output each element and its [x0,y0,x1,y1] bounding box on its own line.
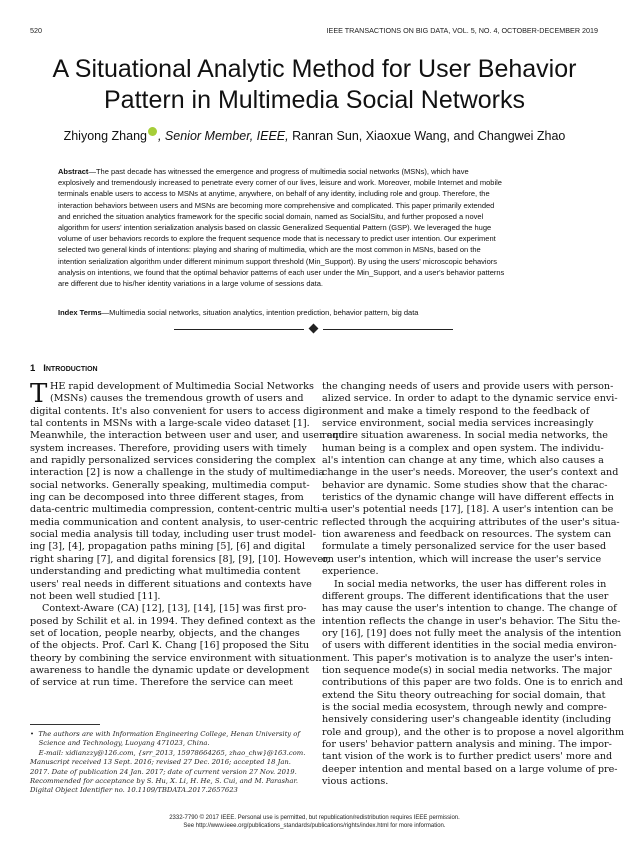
footnote-rule [30,724,100,725]
text-line: digital contents. It's also convenient for users to access digi- [30,405,325,417]
title-line-2: Pattern in Multimedia Social Networks [104,86,525,114]
text-line: In social media networks, the user has different roles in [334,578,607,590]
text-line: right sharing [7], and digital forensics [8], [9], [10]. However, [30,553,330,565]
text-line: change in the user's needs. Moreover, the user's context and [322,467,619,479]
text-line: extend the Situ theory outreaching for social domain, that [322,689,606,701]
author-list [20,127,609,143]
text-line: is the social media ecosystem, through newly and compre- [322,701,607,713]
drop-cap: T [30,379,48,409]
text-line: of users with different identities in the social media environ- [322,640,617,652]
abstract [58,166,578,289]
text-line: ing [3], [4], propagation paths mining [5], [6] and digital [30,541,306,553]
left-column [30,381,345,690]
text-line: behavior are dynamic. Some studies show that the charac- [322,479,608,491]
footnote-line: Recommended for acceptance by S. Hu, X. Li, H. He, S. Cui, and M. Parashar. [30,777,299,786]
text-line: set of location, people nearby, objects, and the changes [30,627,300,639]
text-line: of service at run time. Therefore the service can meet [30,677,293,689]
abstract-label: Abstract [58,167,89,176]
copyright-line-2: See http://www.ieee.org/publications_standards/publications/rights/index.html for more information. [183,822,446,829]
orcid-icon[interactable] [148,127,157,136]
author-1: Zhiyong Zhang [63,129,147,143]
journal-header: IEEE TRANSACTIONS ON BIG DATA, VOL. 5, NO. 4, OCTOBER-DECEMBER 2019 [326,26,598,35]
text-line: tant vision of the work is to further predict users' more and [322,751,613,763]
index-terms [58,307,578,318]
text-line: contributions of this paper are two folds. One is to enrich and [322,677,623,689]
text-line: social media analysis till today, including user trust model- [30,529,316,541]
text-line: and rapidly personalized services considering the complex [30,455,316,467]
footnote-line: Science and Technology, Luoyang 471023, China. [30,739,210,748]
abstract-line: —The past decade has witnessed the emergence and progress of multimedia social networks (MSNs), which have [88,167,469,176]
text-line: hensively considering user's changeable identity (including [322,714,612,726]
text-line: different groups. The different identifications that the user [322,590,609,602]
footnote-line: Digital Object Identifier no. 10.1109/TBDATA.2017.2657623 [30,786,238,795]
text-line: media communication and content analysis, to user-centric [30,516,319,528]
footnote-line: 2017. Date of publication 24 Jan. 2017; date of current version 27 Nov. 2019. [30,767,297,776]
text-line: alized service. In order to adapt to the dynamic service envi- [322,393,618,405]
text-line: ment. This paper's motivation is to analyze the user's inten- [322,652,613,664]
abstract-line: interaction behaviors between users and MSNs are becoming more comprehensive and complicated. This paper primarily extended [58,200,495,210]
abstract-line: analysis on intentions, we found that the optimal behavior patterns of each user under the Min_Support, and a user's behavior patterns [58,267,505,277]
text-line: role and group), and the other is to propose a novel algorithm [322,726,625,738]
text-line: deeper intention and mental based on a large volume of pre- [322,763,618,775]
index-terms-label: Index Terms [58,308,102,317]
copyright-notice [20,815,609,830]
section-number: 1 [30,363,36,374]
paper-title [20,54,609,116]
abstract-line: terminals enable users to access to MSNs at anytime, anywhere, on behalf of any identity, including role and group. Therefore, the [58,189,490,199]
text-line: has may cause the user's intention to change. The change of [322,603,617,615]
page-number: 520 [30,26,42,35]
text-line: experience. [322,566,379,578]
section-heading [30,363,98,374]
text-line: posed by Schilit et al. in 1994. They defined context as the [30,615,316,627]
text-line: human being is a complex and open system. The individu- [322,442,604,454]
text-line: the changing needs of users and provide users with person- [322,381,614,392]
other-authors: Ranran Sun, Xiaoxue Wang, and Changwei Zhao [288,129,566,143]
text-line: users' real needs in different situations and contexts have [30,578,312,590]
text-line: system increases. Therefore, providing users with timely [30,442,307,454]
text-line: vious actions. [322,776,389,787]
text-line: intention reflects the change in user's behavior. The Situ the- [322,615,621,627]
index-terms-text: —Multimedia social networks, situation analytics, intention prediction, behavior pattern, big data [101,308,419,317]
text-line: of the objects. Prof. Carl K. Chang [16] proposed the Situ [30,640,310,652]
copyright-line-1: 2332-7790 © 2017 IEEE. Personal use is permitted, but republication/redistribution requires IEEE permission. [169,815,460,821]
text-line: understanding and predicting what multimedia content [30,566,301,578]
abstract-line: volume of user behaviors records to explore the frequent sequence mode that is necessary to predict user intention. Our experiment [58,234,496,244]
text-line: interaction [2] is now a challenge in the study of multimedia [30,467,325,479]
separator-right [323,329,453,330]
text-line: require situation awareness. In social media networks, the [322,430,608,442]
section-title: Introduction [43,363,98,374]
footnote-line: E-mail: xidianzzy@126.com, {srr_2013, 15978664265, zhao_chw}@163.com. [30,748,306,757]
diamond-ornament-icon [309,324,319,334]
abstract-line: algorithm for users' intention serialization analysis based on classic Generalized Sequential Pattern (GSP). We leveraged the huge [58,223,492,233]
text-line: tal contents in MSNs with a large-scale video dataset [1]. [30,418,310,430]
abstract-line: selected two general kinds of intentions: playing and sharing of multimedia, which are the most common in MSNs, based on the [58,245,481,255]
text-line: Meanwhile, the interaction between user and user, and user and [30,430,345,442]
text-line: reflected through the acquiring attributes of the user's situa- [322,516,620,528]
footnote [30,730,315,796]
title-line-1: A Situational Analytic Method for User Behavior [52,55,577,83]
text-line: formulate a timely personalized service for the user based [322,541,607,553]
text-line: awareness to handle the dynamic update or development [30,664,310,676]
text-line: ory [16], [19] does not fully meet the analysis of the intention [322,627,622,639]
text-line: tion awareness and feedback on resources. The system can [322,529,612,541]
abstract-line: and enriched the situation analytics framework for the specific social domain, named as SocialSitu, and further proposed a novel [58,211,484,221]
text-line: not been well studied [11]. [30,590,161,602]
abstract-line: intention serialization algorithm under different minimum support threshold (Min_Support). By using the users' microscopic behaviors [58,256,498,266]
text-line: data-centric multimedia compression, content-centric multi- [30,504,324,516]
text-line: al's intention can change at any time, which also causes a [322,455,604,467]
text-line: social networks. Generally speaking, multimedia comput- [30,479,310,491]
author-1-role: , Senior Member, IEEE, [157,129,289,143]
text-line: tion sequence mode(s) in social media networks. The major [322,664,612,676]
abstract-line: are different due to his/her identity variations in a large volume of sessions data. [58,279,324,289]
text-line: on user's intention, which will increase the user's service [322,553,602,565]
text-line: Context-Aware (CA) [12], [13], [14], [15] was first pro- [42,603,307,615]
separator-left [174,329,304,330]
text-line: (MSNs) causes the tremendous growth of users and [50,393,304,405]
text-line: for users' behavior pattern analysis and mining. The impor- [322,738,612,750]
text-line: ing can be decomposed into three different stages, from [30,492,304,504]
text-line: HE rapid development of Multimedia Social Networks [50,381,314,392]
text-line: teristics of the dynamic change will have different effects in [322,492,615,504]
abstract-line: explosively and tremendously increased to penetrate every corner of our lives, leisure and work. Moreover, mobile Internet and mobile [58,178,502,188]
footnote-line: Manuscript received 13 Sept. 2016; revised 27 Dec. 2016; accepted 18 Jan. [30,758,291,767]
footnote-line: • The authors are with Information Engineering College, Henan University of [30,730,300,738]
text-line: theory by combining the service environment with situation [30,652,322,664]
text-line: service environment, social media services increasingly [322,418,594,430]
text-line: a user's potential needs [17], [18]. A user's intention can be [322,504,614,516]
text-line: ronment and make a timely respond to the feedback of [322,405,590,417]
right-column [322,381,625,788]
